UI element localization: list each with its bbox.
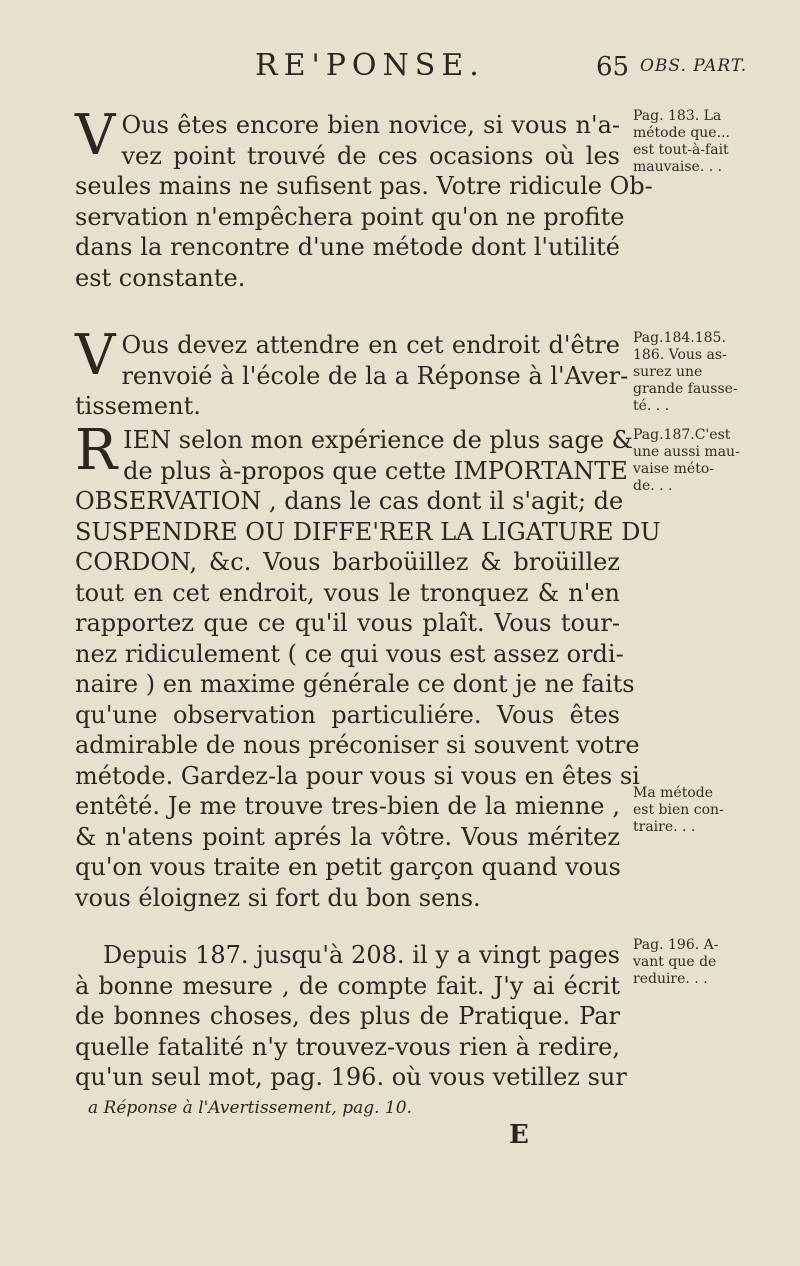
text-line: naire ) en maxime générale ce dont je ne faits <box>75 670 635 698</box>
margin-note-line: grande fausse- <box>633 381 738 397</box>
paragraph-3 <box>75 418 661 913</box>
text-line: est constante. <box>75 263 246 292</box>
margin-note-line: Pag.184.185. <box>633 330 726 346</box>
margin-note-line: 186. Vous as- <box>633 347 727 363</box>
text-line: entêté. Je me trouve tres-bien de la mienne , <box>75 792 620 820</box>
margin-note-line: une aussi mau- <box>633 444 740 460</box>
margin-note-line: reduire. . . <box>633 971 708 987</box>
drop-cap: R <box>75 418 118 483</box>
text-line: renvoié à l'école de la a Réponse à l'Aver- <box>121 361 629 390</box>
text-line: qu'un seul mot, pag. 196. où vous vetillez sur <box>75 1063 627 1091</box>
text-line: qu'une observation particuliére. Vous êtes <box>75 700 620 729</box>
margin-note-line: Pag. 196. A- <box>633 937 719 953</box>
text-line: dans la rencontre d'une métode dont l'utilité <box>75 233 620 261</box>
text-line: servation n'empêchera point qu'on ne profite <box>75 202 625 231</box>
paragraph-2 <box>75 323 629 422</box>
margin-note-line: vant que de <box>633 954 717 970</box>
text-line: tout en cet endroit, vous le tronquez & n'en <box>75 578 620 607</box>
margin-note-line: Ma métode <box>633 785 713 801</box>
margin-note-2 <box>633 330 761 415</box>
margin-note-line: métode que... <box>633 125 730 141</box>
margin-note-line: Pag. 183. La <box>633 108 722 124</box>
text-line: métode. Gardez-la pour vous si vous en êtes si <box>75 761 640 790</box>
page-number: 65 <box>596 52 630 82</box>
text-line: vez point trouvé de ces ocasions où les <box>121 141 620 170</box>
margin-note-line: est bien con- <box>633 802 724 818</box>
margin-note-line: est tout-à-fait <box>633 142 729 158</box>
text-line: de plus à-propos que cette IMPORTANTE <box>123 456 628 485</box>
page-header <box>0 48 800 88</box>
drop-cap: V <box>75 103 116 168</box>
margin-note-line: traire. . . <box>633 819 696 835</box>
text-line: Ous devez attendre en cet endroit d'être <box>121 331 620 359</box>
text-line: Ous êtes encore bien novice, si vous n'a- <box>121 111 620 139</box>
text-line: & n'atens point aprés la vôtre. Vous méritez <box>75 822 620 851</box>
margin-note-3 <box>633 427 761 495</box>
text-line: à bonne mesure , de compte fait. J'y ai écrit <box>75 971 620 1000</box>
text-line: admirable de nous préconiser si souvent votre <box>75 731 640 759</box>
margin-note-line: vaise méto- <box>633 461 714 477</box>
text-line: vous éloignez si fort du bon sens. <box>75 883 481 912</box>
signature-mark: E <box>509 1120 529 1150</box>
margin-note-1 <box>633 108 761 176</box>
text-line: SUSPENDRE OU DIFFE'RER LA LIGATURE DU <box>75 517 661 546</box>
text-line: quelle fatalité n'y trouvez-vous rien à redire, <box>75 1032 620 1061</box>
text-line: qu'on vous traite en petit garçon quand vous <box>75 853 621 881</box>
margin-note-line: surez une <box>633 364 703 380</box>
margin-note-5 <box>633 937 761 988</box>
text-line: tissement. <box>75 392 201 420</box>
paragraph-1 <box>75 103 653 293</box>
text-line: rapportez que ce qu'il vous plaît. Vous tour- <box>75 609 620 637</box>
margin-note-line: Pag.187.C'est <box>633 427 731 443</box>
text-line: nez ridiculement ( ce qui vous est assez ordi- <box>75 639 624 668</box>
text-line: Depuis 187. jusqu'à 208. il y a vingt pages <box>103 941 620 969</box>
running-title: RE'PONSE. <box>255 48 485 83</box>
margin-note-line: de. . . <box>633 478 673 494</box>
margin-note-line: mauvaise. . . <box>633 159 723 175</box>
paragraph-4 <box>75 940 627 1093</box>
text-line: IEN selon mon expérience de plus sage & <box>123 426 634 454</box>
text-line: CORDON, &c. Vous barboüillez & broüillez <box>75 548 620 576</box>
footnote: a Réponse à l'Avertissement, pag. 10. <box>88 1098 412 1118</box>
margin-note-4 <box>633 785 761 836</box>
margin-note-line: té. . . <box>633 398 670 414</box>
header-section-label: OBS. PART. <box>640 56 748 76</box>
text-line: OBSERVATION , dans le cas dont il s'agit; de <box>75 487 624 515</box>
drop-cap: V <box>75 323 116 388</box>
text-line: seules mains ne sufisent pas. Votre ridicule Ob- <box>75 172 653 200</box>
text-line: de bonnes choses, des plus de Pratique. Par <box>75 1002 620 1030</box>
